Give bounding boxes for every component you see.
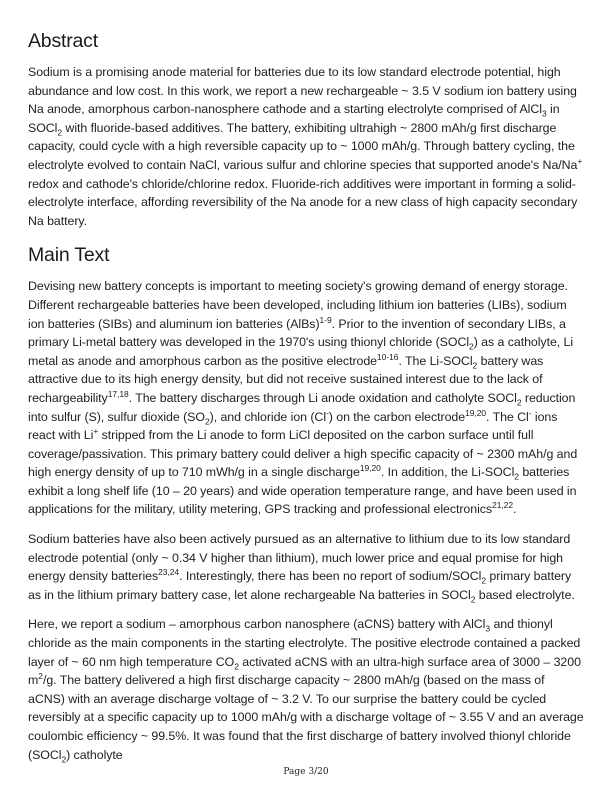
abstract-heading: Abstract [28, 30, 98, 52]
main-text-heading: Main Text [28, 244, 110, 267]
main-paragraph-1: Devising new battery concepts is important to meeting society's growing demand of energy storage. Different rechargeable batteries have been developed, including lithium ion batteries (LIBs), sodium ion batteries (SIBs) and aluminum ion batteries (AlBs)$^{1-9}$. Prior to the invention of secondary LIBs, a primary Li-metal battery was developed in the 1970's using thionyl chloride (SOCl$_2$) as a catholyte, Li metal as anode and amorphous carbon as the positive electrode$^{10-16}$. The Li-SOCl$_2$ battery was attractive due to its high energy density, but did not receive sustained interest due to the lack of rechargeability$^{17,18}$. The battery discharges through Li anode oxidation and catholyte SOCl$_2$ reduction into sulfur (S), sulfur dioxide $(SO_2)$, and chloride ion (Cl-) on the carbon electrode$^{19,20}$. The Cl- ions react with Li+ stripped from the Li anode to form LiCl deposited on the carbon surface until full coverage/passivation. This primary battery could deliver a high specific capacity of ~ 2300 mAh/g and high energy density of up to 710 mWh/g in a single discharge$^{19,20}$. In addition, the Li-SOCl$_2$ batteries exhibit a long shelf life (10 – 20 years) and wide operation temperature range, and have been used in applications for the military, utility metering, GPS tracking and professional electronics$^{21,22}$. [28, 279, 578, 517]
content-column [28, 30, 584, 775]
page-number: Page 3/20 [283, 767, 329, 777]
main-paragraph-3: Here, we report a sodium – amorphous carbon nanosphere (aCNS) battery with AlCl$_3$ and thionyl chloride as the main components in the starting electrolyte. The positive electrode contained a packed layer of ~ 60 nm high temperature $CO_2$ activated aCNS with an ultra-high surface area of 3000 – 3200 $m^2/g$. The battery delivered a high first discharge capacity ~ 2800 mAh/g (based on the mass of aCNS) with an average discharge voltage of ~ 3.2 V. To our surprise the battery could be cycled reversibly at a specific capacity up to 1000 mAh/g with a discharge voltage of ~ 3.55 V and an average coulombic efficiency ~ 99.5%. It was found that the first discharge of battery involved thionyl chloride (SOCl$_2$) catholyte [28, 617, 584, 765]
main-paragraph-2: Sodium batteries have also been actively pursued as an alternative to lithium due to its low standard electrode potential (only ~ 0.34 V higher than lithium), much lower price and equal promise for high energy density batteries$^{23,24}$. Interestingly, there has been no report of sodium/SOCl$_2$ primary battery as in the lithium primary battery case, let alone rechargeable Na batteries in SOCl$_2$ based electrolyte. [28, 532, 575, 605]
abstract-paragraph: Sodium is a promising anode material for batteries due to its low standard electrode potential, high abundance and low cost. In this work, we report a new rechargeable ~ 3.5 V sodium ion battery using Na anode, amorphous carbon-nanosphere cathode and a starting electrolyte comprised of AlCl$_3$ in SOCl$_2$ with fluoride-based additives. The battery, exhibiting ultrahigh ~ 2800 mAh/g first discharge capacity, could cycle with a high reversible capacity up to ~ 1000 mAh/g. Through battery cycling, the electrolyte evolved to contain NaCl, various sulfur and chlorine species that supported anode's Na/Na+ redox and cathode's chloride/chlorine redox. Fluoride-rich additives were important in forming a solid-electrolyte interface, affording reversibility of the Na anode for a new class of high capacity secondary Na battery. [28, 65, 583, 228]
